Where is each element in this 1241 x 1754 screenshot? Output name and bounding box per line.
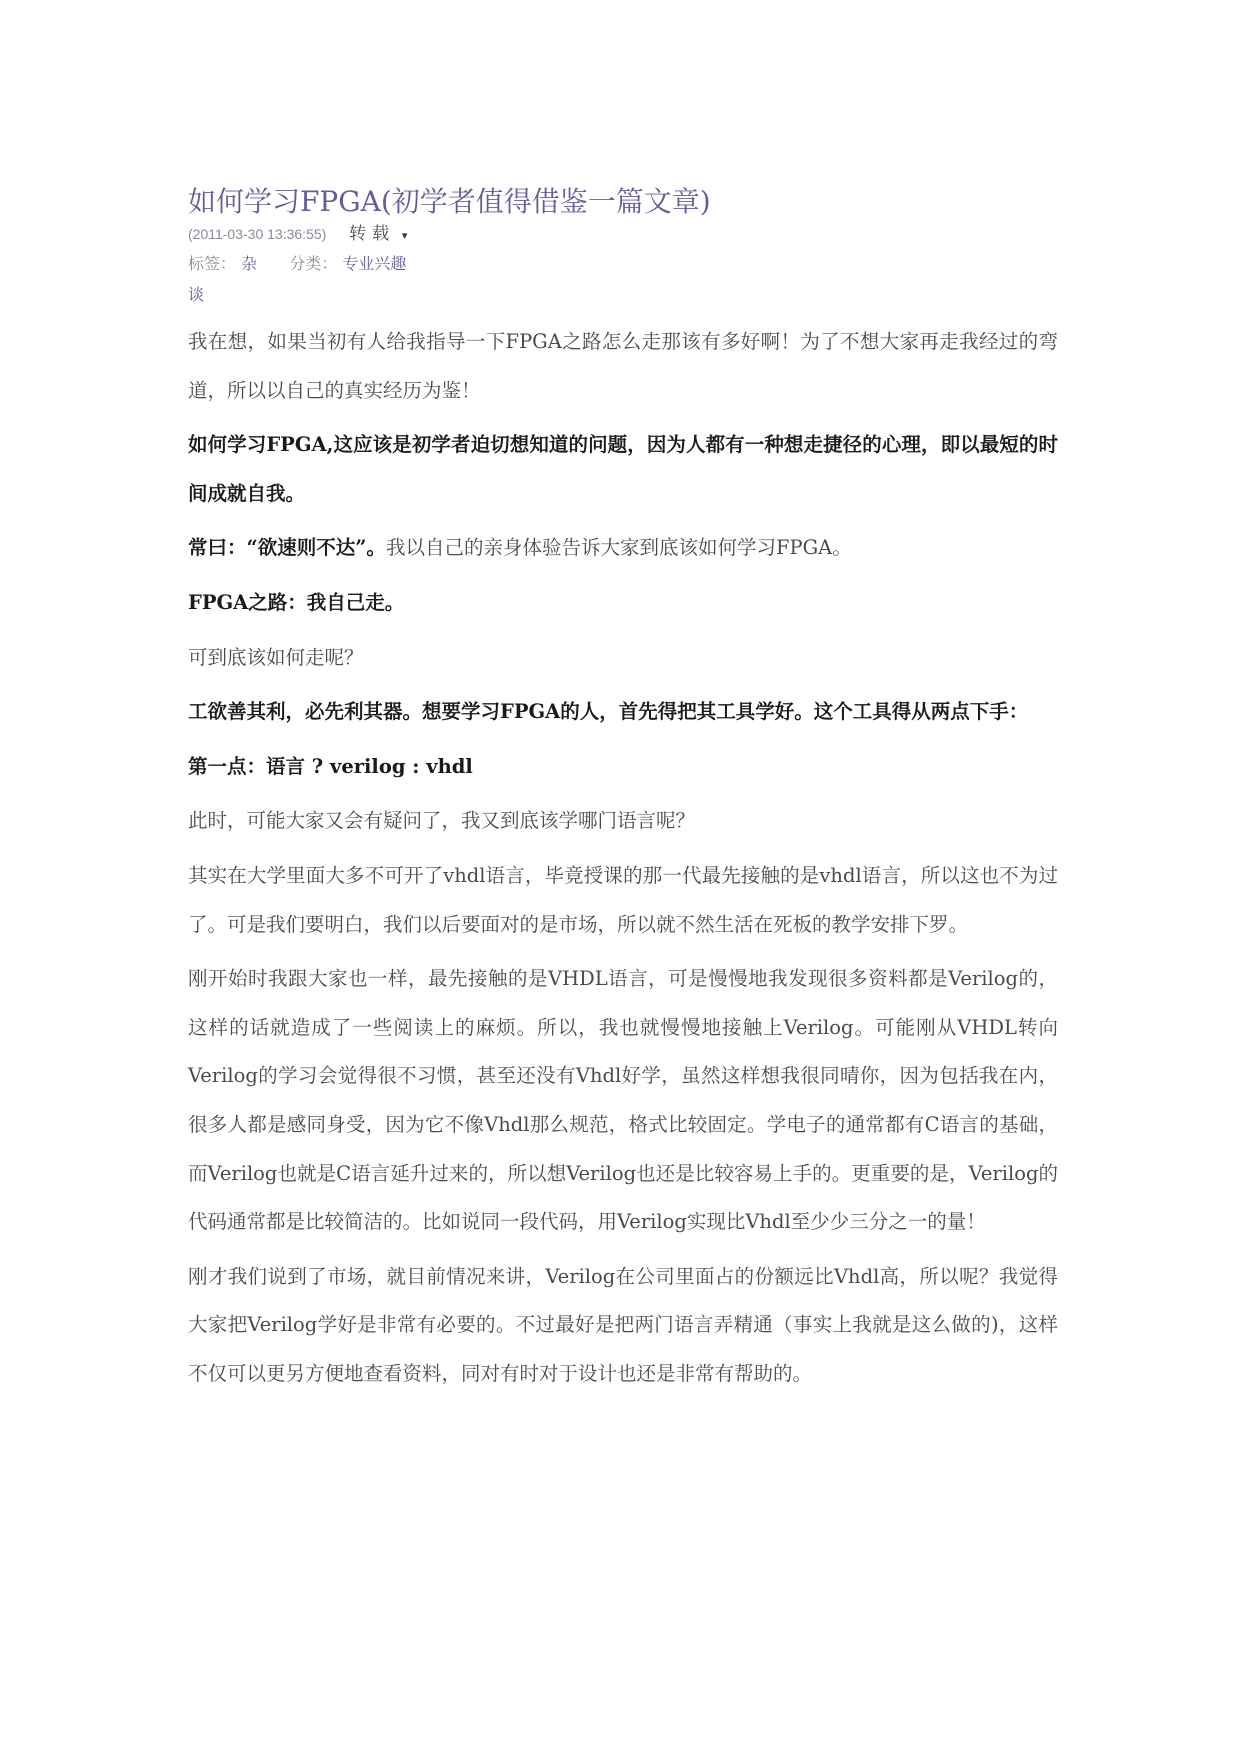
category-link-cont[interactable]: 谈 [188, 285, 205, 304]
paragraph-4 [188, 579, 1058, 628]
category-label: 分类： [289, 254, 338, 273]
paragraph-9: 其实在大学里面大多不可开了vhdl语言，毕竟授课的那一代最先接触的是vhdl语言，所以这也不为过了。可是我们要明白，我们以后要面对的是市场，所以就不然生活在死板的教学安排下罗。 [188, 863, 1058, 936]
paragraph-6 [188, 688, 1058, 737]
paragraph-6-bold: 工欲善其利，必先利其器。想要学习FPGA的人，首先得把其工具学好。这个工具得从两点下手： [188, 700, 1029, 724]
paragraph-7 [188, 743, 1058, 792]
paragraph-8: 此时，可能大家又会有疑问了，我又到底该学哪门语言呢？ [188, 809, 696, 833]
paragraph-4-bold: FPGA之路：我自己走。 [188, 590, 405, 614]
paragraph-3-rest: 我以自己的亲身体验告诉大家到底该如何学习FPGA。 [385, 536, 852, 560]
paragraph-2-bold: 如何学习FPGA,这应该是初学者迫切想知道的问题，因为人都有一种想走捷径的心理，即以最短的时间成就自我。 [188, 433, 1058, 505]
chevron-down-icon[interactable]: ▾ [401, 229, 408, 242]
paragraph-2 [188, 421, 1058, 518]
article-meta [188, 222, 407, 248]
article-body [188, 318, 1058, 1404]
paragraph-7-bold: 第一点：语言 ? verilog : vhdl [188, 754, 473, 778]
paragraph-10: 刚开始时我跟大家也一样，最先接触的是VHDL语言，可是慢慢地我发现很多资料都是Verilog的，这样的话就造成了一些阅读上的麻烦。所以，我也就慢慢地接触上Verilog。可能刚从VHDL转向Verilog的学习会觉得很不习惯，甚至还没有Vhdl好学，虽然这样想我很同晴你，因为包括我在内，很多人都是感同身受，因为它不像Vhdl那么规范，格式比较固定。学电子的通常都有C语言的基础，而Verilog也就是C语言延升过来的，所以想Verilog也还是比较容易上手的。更重要的是，Verilog的代码通常都是比较简洁的。比如说同一段代码，用Verilog实现比Vhdl至少少三分之一的量！ [188, 967, 1058, 1234]
category-link-continued [188, 283, 204, 307]
tag-link[interactable]: 杂 [241, 254, 258, 273]
tags-label: 标签： [188, 254, 237, 273]
repost-button[interactable]: 转载 [349, 224, 396, 244]
publish-date: (2011-03-30 13:36:55) [188, 226, 327, 242]
article-title[interactable] [188, 182, 1058, 222]
paragraph-5: 可到底该如何走呢？ [188, 645, 364, 669]
article-title-close: ) [699, 184, 711, 218]
tag-category-line [188, 252, 406, 276]
paragraph-3-bold: 常曰：“欲速则不达”。 [188, 536, 386, 560]
category-link[interactable]: 专业兴趣 [342, 254, 407, 273]
paragraph-3 [188, 524, 1058, 573]
paragraph-11: 刚才我们说到了市场，就目前情况来讲，Verilog在公司里面占的份额远比Vhdl高，所以呢？我觉得大家把Verilog学好是非常有必要的。不过最好是把两门语言弄精通（事实上我就是这么做的)，这样不仅可以更另方便地查看资料，同对有时对于设计也还是非常有帮助的。 [188, 1264, 1058, 1385]
paragraph-1: 我在想，如果当初有人给我指导一下FPGA之路怎么走那该有多好啊！为了不想大家再走我经过的弯道，所以以自己的真实经历为鉴！ [188, 330, 1058, 402]
article-title-text: 如何学习FPGA(初学者值得借鉴一篇文章 [188, 184, 700, 218]
